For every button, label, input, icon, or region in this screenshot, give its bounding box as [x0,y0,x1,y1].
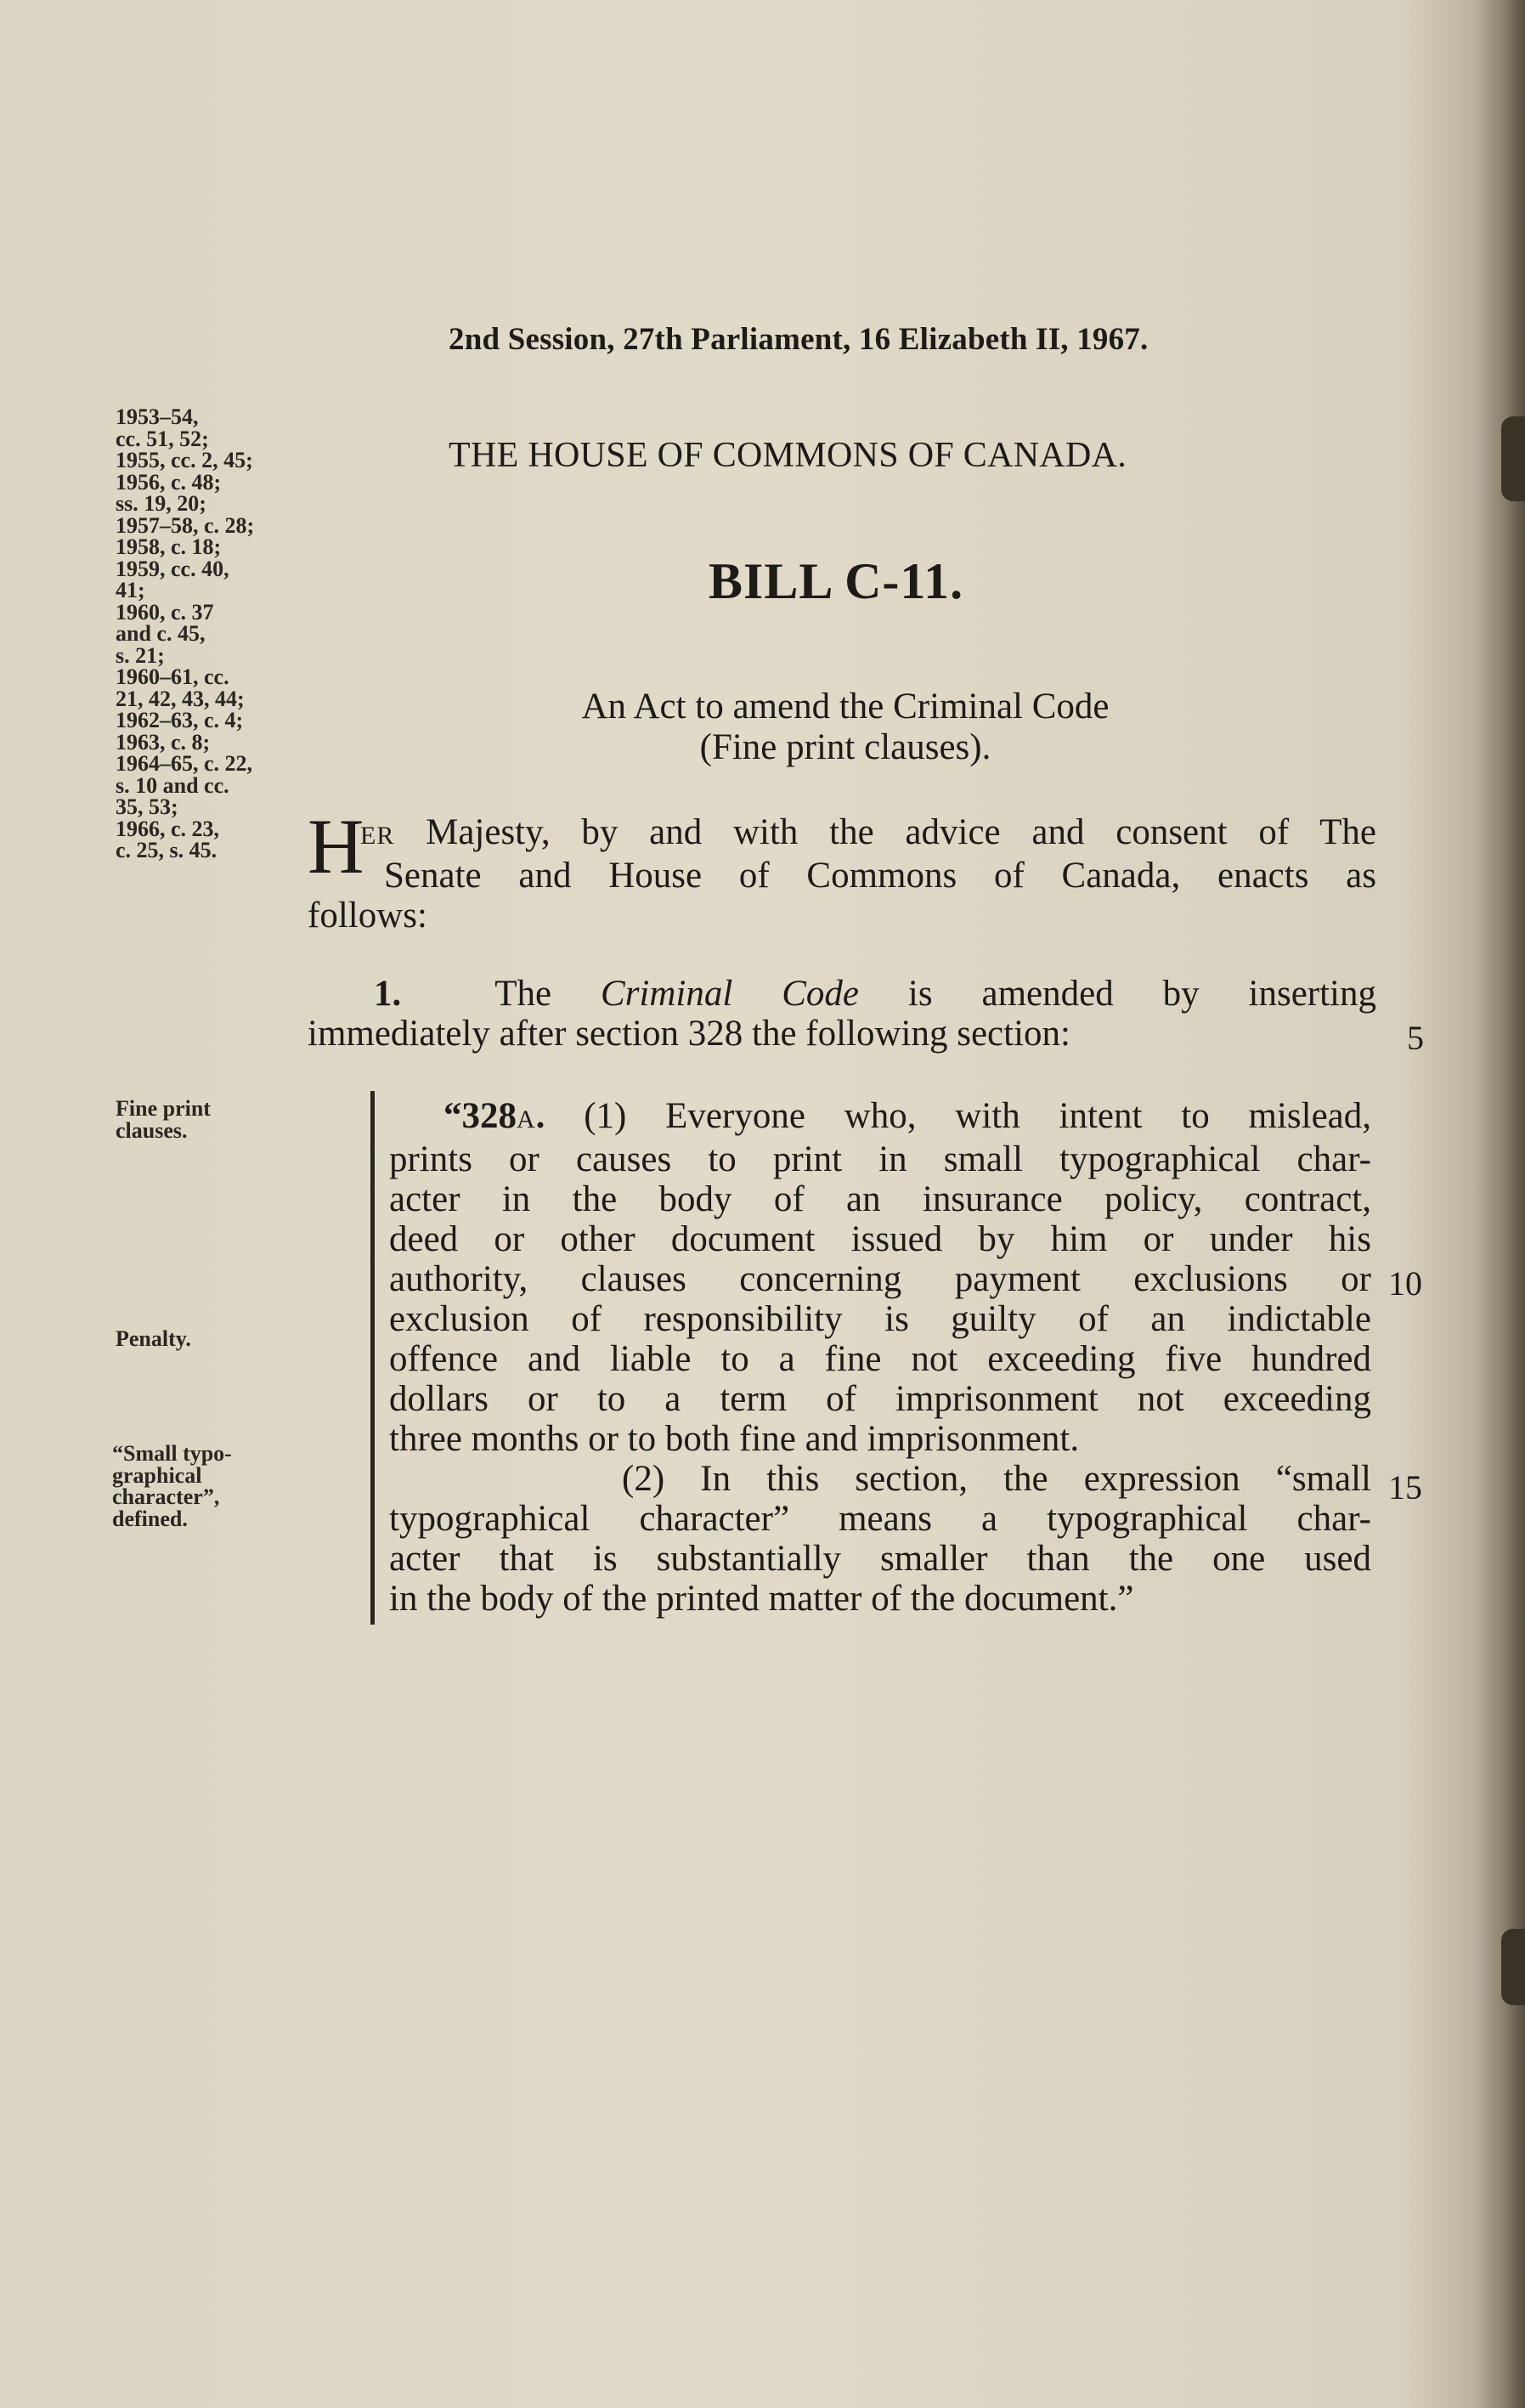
section-1-line: immediately after section 328 the following section: [308,1014,1070,1054]
act-title-line: (Fine print clauses). [699,727,991,767]
marginal-note-line: Penalty. [116,1326,191,1351]
small-caps: A [517,1105,536,1133]
enacting-line [360,812,1376,856]
citation-item: 1962–63, c. 4; [116,708,244,732]
citation-item: and c. 45, [116,621,206,646]
marginal-note-line: graphical [112,1462,202,1488]
section-line: typographical character” means a typographical char- [389,1499,1371,1539]
line-number: 15 [1388,1468,1422,1506]
citation-item: 1955, cc. 2, 45; [116,448,253,472]
citation-item: 1960, c. 37 [116,599,214,625]
marginal-note-line: Fine print [116,1096,211,1121]
marginal-note-definition [112,1443,232,1529]
amendment-rule [370,1091,375,1625]
section-1-line [374,974,1376,1014]
enacting-line: follows: [308,896,427,936]
citation-item: s. 10 and cc. [116,772,229,798]
house-title: THE HOUSE OF COMMONS OF CANADA. [449,436,1127,475]
small-caps: ER [360,822,395,850]
section-text: is amended by inserting [859,974,1376,1014]
section-line: offence and liable to a fine not exceeding five hundred [389,1339,1371,1379]
line-number: 10 [1388,1264,1422,1303]
citation-item: 1963, c. 8; [116,729,211,755]
marginal-note-line: “Small typo- [112,1441,232,1466]
citation-item: 35, 53; [116,794,178,819]
line-number: 5 [1407,1019,1424,1057]
citation-item: cc. 51, 52; [116,426,209,451]
section-number: 1. [374,974,402,1014]
citation-item: 1956, c. 48; [116,469,222,495]
citation-item: 1953–54, [116,404,199,429]
section-line: authority, clauses concerning payment exclusions or [389,1259,1371,1299]
section-text: The [494,974,602,1014]
marginal-note-line: clauses. [116,1117,188,1143]
citation-item: 1958, c. 18; [116,534,222,559]
section-line: deed or other document issued by him or under his [389,1219,1371,1259]
section-line: in the body of the printed matter of the document.” [389,1579,1134,1619]
enacting-line: Senate and House of Commons of Canada, enacts as [384,856,1376,896]
enacting-text: Majesty, by and with the advice and consent of The [394,812,1376,852]
citation-item: 21, 42, 43, 44; [116,686,245,711]
act-title-line: An Act to amend the Criminal Code [581,687,1110,726]
binding-mark [1501,1929,1525,2005]
section-line [443,1096,1371,1139]
section-line: exclusion of responsibility is guilty of an indictable [389,1299,1371,1339]
citation-item: ss. 19, 20; [116,491,206,516]
section-line: acter that is substantially smaller than the one used [389,1539,1371,1579]
section-line: acter in the body of an insurance policy, contract, [389,1179,1371,1219]
section-lead-dot: . [535,1096,545,1136]
citation-item: 41; [116,578,145,602]
binding-mark [1501,416,1525,501]
marginal-note-line: defined. [112,1506,188,1531]
citation-item: 1966, c. 23, [116,816,220,841]
citation-item: 1960–61, cc. [116,664,229,689]
section-line: prints or causes to print in small typographical char- [389,1139,1371,1179]
citation-item: s. 21; [116,642,165,668]
italic-text: Criminal Code [601,974,859,1014]
citation-item: c. 25, s. 45. [116,838,217,862]
section-line: three months or to both fine and imprisonment. [389,1419,1080,1459]
marginal-note-fine-print [116,1098,211,1141]
session-line: 2nd Session, 27th Parliament, 16 Elizabeth II, 1967. [449,322,1149,357]
marginal-note-line: character”, [112,1484,220,1509]
section-1 [308,974,1376,1054]
enacting-clause [308,803,1376,936]
section-line: dollars or to a term of imprisonment not exceeding [389,1379,1371,1419]
citation-list [116,406,311,862]
new-section-328a [389,1096,1371,1619]
bill-number: BILL C-11. [709,553,964,609]
citation-item: 1959, cc. 40, [116,556,229,581]
drop-cap: H [308,803,364,890]
citation-item: 1964–65, c. 22, [116,751,253,776]
page-edge-shadow [1474,0,1525,2408]
marginal-note-penalty [116,1328,191,1350]
citation-item: 1957–58, c. 28; [116,512,255,538]
section-lead: “328 [443,1096,517,1136]
section-text: (1) Everyone who, with intent to mislead, [545,1096,1371,1136]
section-line: (2) In this section, the expression “small [622,1459,1371,1499]
act-title [459,687,1232,768]
